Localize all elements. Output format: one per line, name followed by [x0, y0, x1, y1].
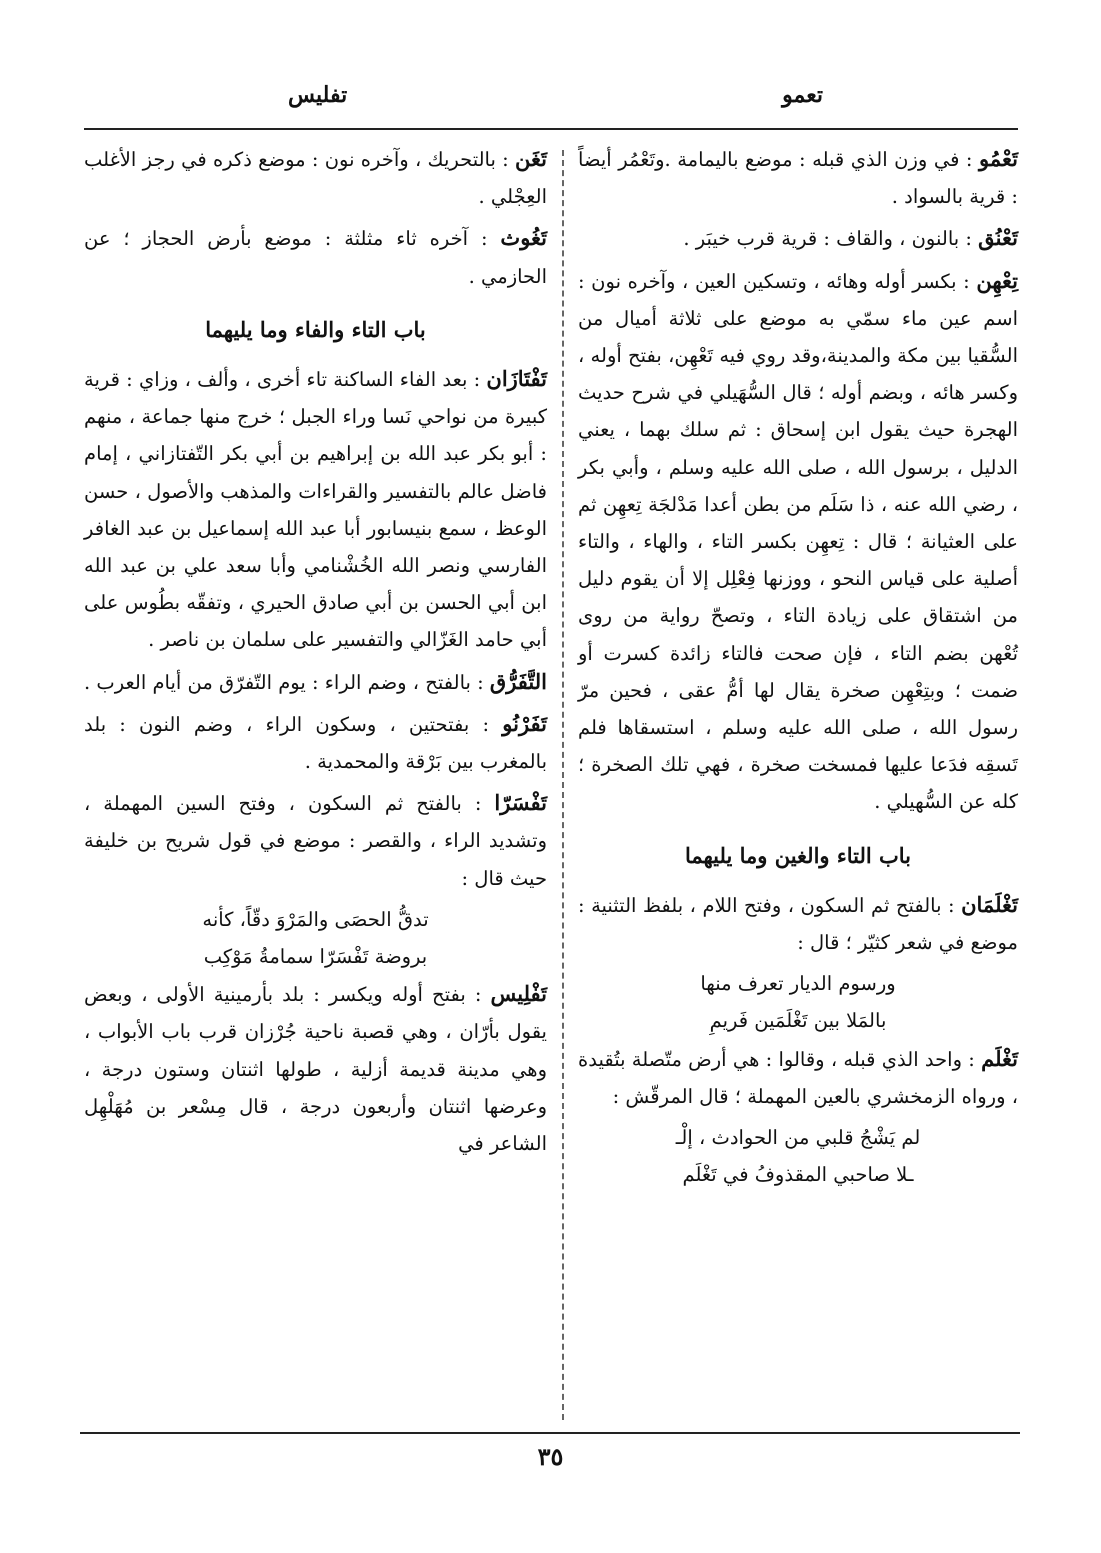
running-header-left: تفليس: [288, 82, 348, 108]
headword: تَعْمُو: [979, 146, 1018, 171]
entry: [578, 219, 1018, 257]
headword: تَفْلِيس: [490, 981, 548, 1007]
verse-line: ـلا صاحبي المقذوفُ في تَغْلَم: [682, 1163, 914, 1187]
right-column: [578, 140, 1018, 1193]
headword: تَغْلَم: [981, 1045, 1018, 1071]
verse-line: تدقُّ الحصَى والمَرْوَ دقّاً، كأنه: [202, 907, 429, 931]
verse-line: لم يَشْجُ قلبي من الحوادث ، إلْـ: [675, 1126, 921, 1150]
headword: تَعْنُق: [978, 225, 1018, 251]
entry: [84, 360, 547, 659]
headword: تَفَرْنُو: [502, 710, 547, 736]
headword: التَّفَرُّق: [489, 668, 547, 694]
verse-line: بالمَلا بين تَغْلَمَين فَريمِ: [709, 1009, 887, 1033]
verse-line: ورسوم الديار تعرف منها: [700, 972, 896, 996]
section-title: باب التاء والغين وما يليهما: [684, 842, 912, 868]
entry: [578, 886, 1018, 961]
verse-line: بروضة تَفْسَرّا سمامةُ مَوْكِب: [203, 945, 428, 969]
section-title: باب التاء والفاء وما يليهما: [205, 316, 426, 342]
entry: [84, 784, 547, 897]
entry: [84, 219, 547, 294]
definition: : بالتحريك ، وآخره نون : موضع ذكره في رجز الأغلب العِجْلي .: [84, 148, 547, 209]
entry: [84, 975, 547, 1162]
top-rule: [84, 128, 1018, 130]
entry: [84, 705, 547, 780]
column-divider: [562, 150, 564, 1420]
definition: : بالفتح ، وضم الراء : يوم التّفرّق من أيام العرب .: [83, 670, 484, 694]
headword: تِعْهِن: [976, 267, 1019, 293]
running-header-right: تعمو: [782, 82, 823, 108]
definition: : في وزن الذي قبله : موضع باليمامة .وتَعْمُر أيضاً : قرية بالسواد .: [578, 148, 1018, 209]
definition: : بعد الفاء الساكنة تاء أخرى ، وألف ، وزاي : قرية كبيرة من نواحي نَسا وراء الجبل ؛ خرج منها جماعة ، منهم : أبو بكر عبد الله بن إبراهيم بن أبي بكر التّفتازاني ، إمام فاضل عالم بالتفسير والقراءات والمذهب والأصول ، حسن الوعظ ، سمع بنيسابور أبا عبد الله إسماعيل بن عبد الغافر الفارسي ونصر الله الخُشْنامي وأبا سعد علي بن عبد الله ابن أبي الحسن بن أبي صادق الحيري ، وتفقّه بطُوس على أبي حامد الغَزّالي والتفسير على سلمان بن ناصر .: [84, 368, 547, 652]
headword: تَغُوث: [500, 225, 548, 251]
headword: تَغَن: [515, 146, 547, 171]
left-column: [84, 140, 547, 1166]
entry: [578, 1040, 1018, 1115]
headword: تَفْتَازَان: [486, 366, 548, 392]
definition: : بفتح أوله ويكسر : بلد بأرمينية الأولى ، وبعض يقول بأرّان ، وهي قصبة ناحية جُرْزان قرب باب الأبواب ، وهي مدينة قديمة أزلية ، طولها اثنتان وستون درجة ، وعرضها اثنتان وأربعون درجة ، قال مِسْعر بن مُهَلْهِل الشاعر في: [84, 983, 547, 1156]
headword: تَفْسَرّا: [494, 790, 548, 816]
entry: [578, 262, 1018, 821]
definition: : واحد الذي قبله ، وقالوا : هي أرض متّصلة بتُقيدة ، ورواه الزمخشري بالعين المهملة ؛ قال المرقّش :: [578, 1047, 1018, 1108]
entry: [84, 140, 547, 215]
verse: [84, 901, 547, 975]
definition: : بكسر أوله وهائه ، وتسكين العين ، وآخره نون : اسم عين ماء سمّي به موضع على ثلاثة أميال من السُّقيا بين مكة والمدينة،وقد روي فيه تَعْهِن، بفتح أوله ، وكسر هائه ، وبضم أوله ؛ قال السُّهَيلي في شرح حديث الهجرة حيث يقول ابن إسحاق : ثم سلك بهما ، يعني الدليل ، برسول الله ، صلى الله عليه وسلم ، وأبي بكر ، رضي الله عنه ، ذا سَلَم من بطن أعدا مَدْلجَة تِعهِن ثم على العثيانة ؛ قال : تِعهِن بكسر التاء ، والهاء ، والتاء أصلية على قياس النحو ، ووزنها فِعْلِل إلا أن يقوم دليل من اشتقاق على زيادة التاء ، وتصحّ رواية من روى تُعْهن بضم التاء ، فإن صحت فالتاء زائدة كسرت أو ضمت ؛ وبتِعْهِن صخرة يقال لها أمُّ عقى ، فحين مرّ رسول الله ، صلى الله عليه وسلم ، استسقاها فلم تَسقِه فدَعا عليها فمسخت صخرة ، فهي تلك الصخرة ؛ كله عن السُّهيلي .: [578, 269, 1018, 814]
verse: [578, 965, 1018, 1039]
entry: [578, 140, 1018, 215]
bottom-rule: [80, 1432, 1020, 1434]
definition: : بالنون ، والقاف : قرية قرب خيبَر .: [683, 227, 972, 251]
definition: : بالفتح ثم السكون ، وفتح اللام ، بلفظ التثنية : موضع في شعر كثيّر ؛ قال :: [578, 893, 1018, 955]
headword: تَغْلَمَان: [961, 891, 1018, 917]
definition: : بالفتح ثم السكون ، وفتح السين المهملة ، وتشديد الراء ، والقصر : موضع في قول شريح بن خليفة حيث قال :: [84, 792, 547, 890]
definition: : آخره ثاء مثلثة : موضع بأرض الحجاز ؛ عن الحازمي .: [84, 227, 547, 288]
verse: [578, 1119, 1018, 1193]
entry: [84, 663, 547, 701]
definition: : بفتحتين ، وسكون الراء ، وضم النون : بلد بالمغرب بين بَرْقة والمحمدية .: [84, 712, 547, 774]
page-number: ٣٥: [537, 1442, 564, 1471]
